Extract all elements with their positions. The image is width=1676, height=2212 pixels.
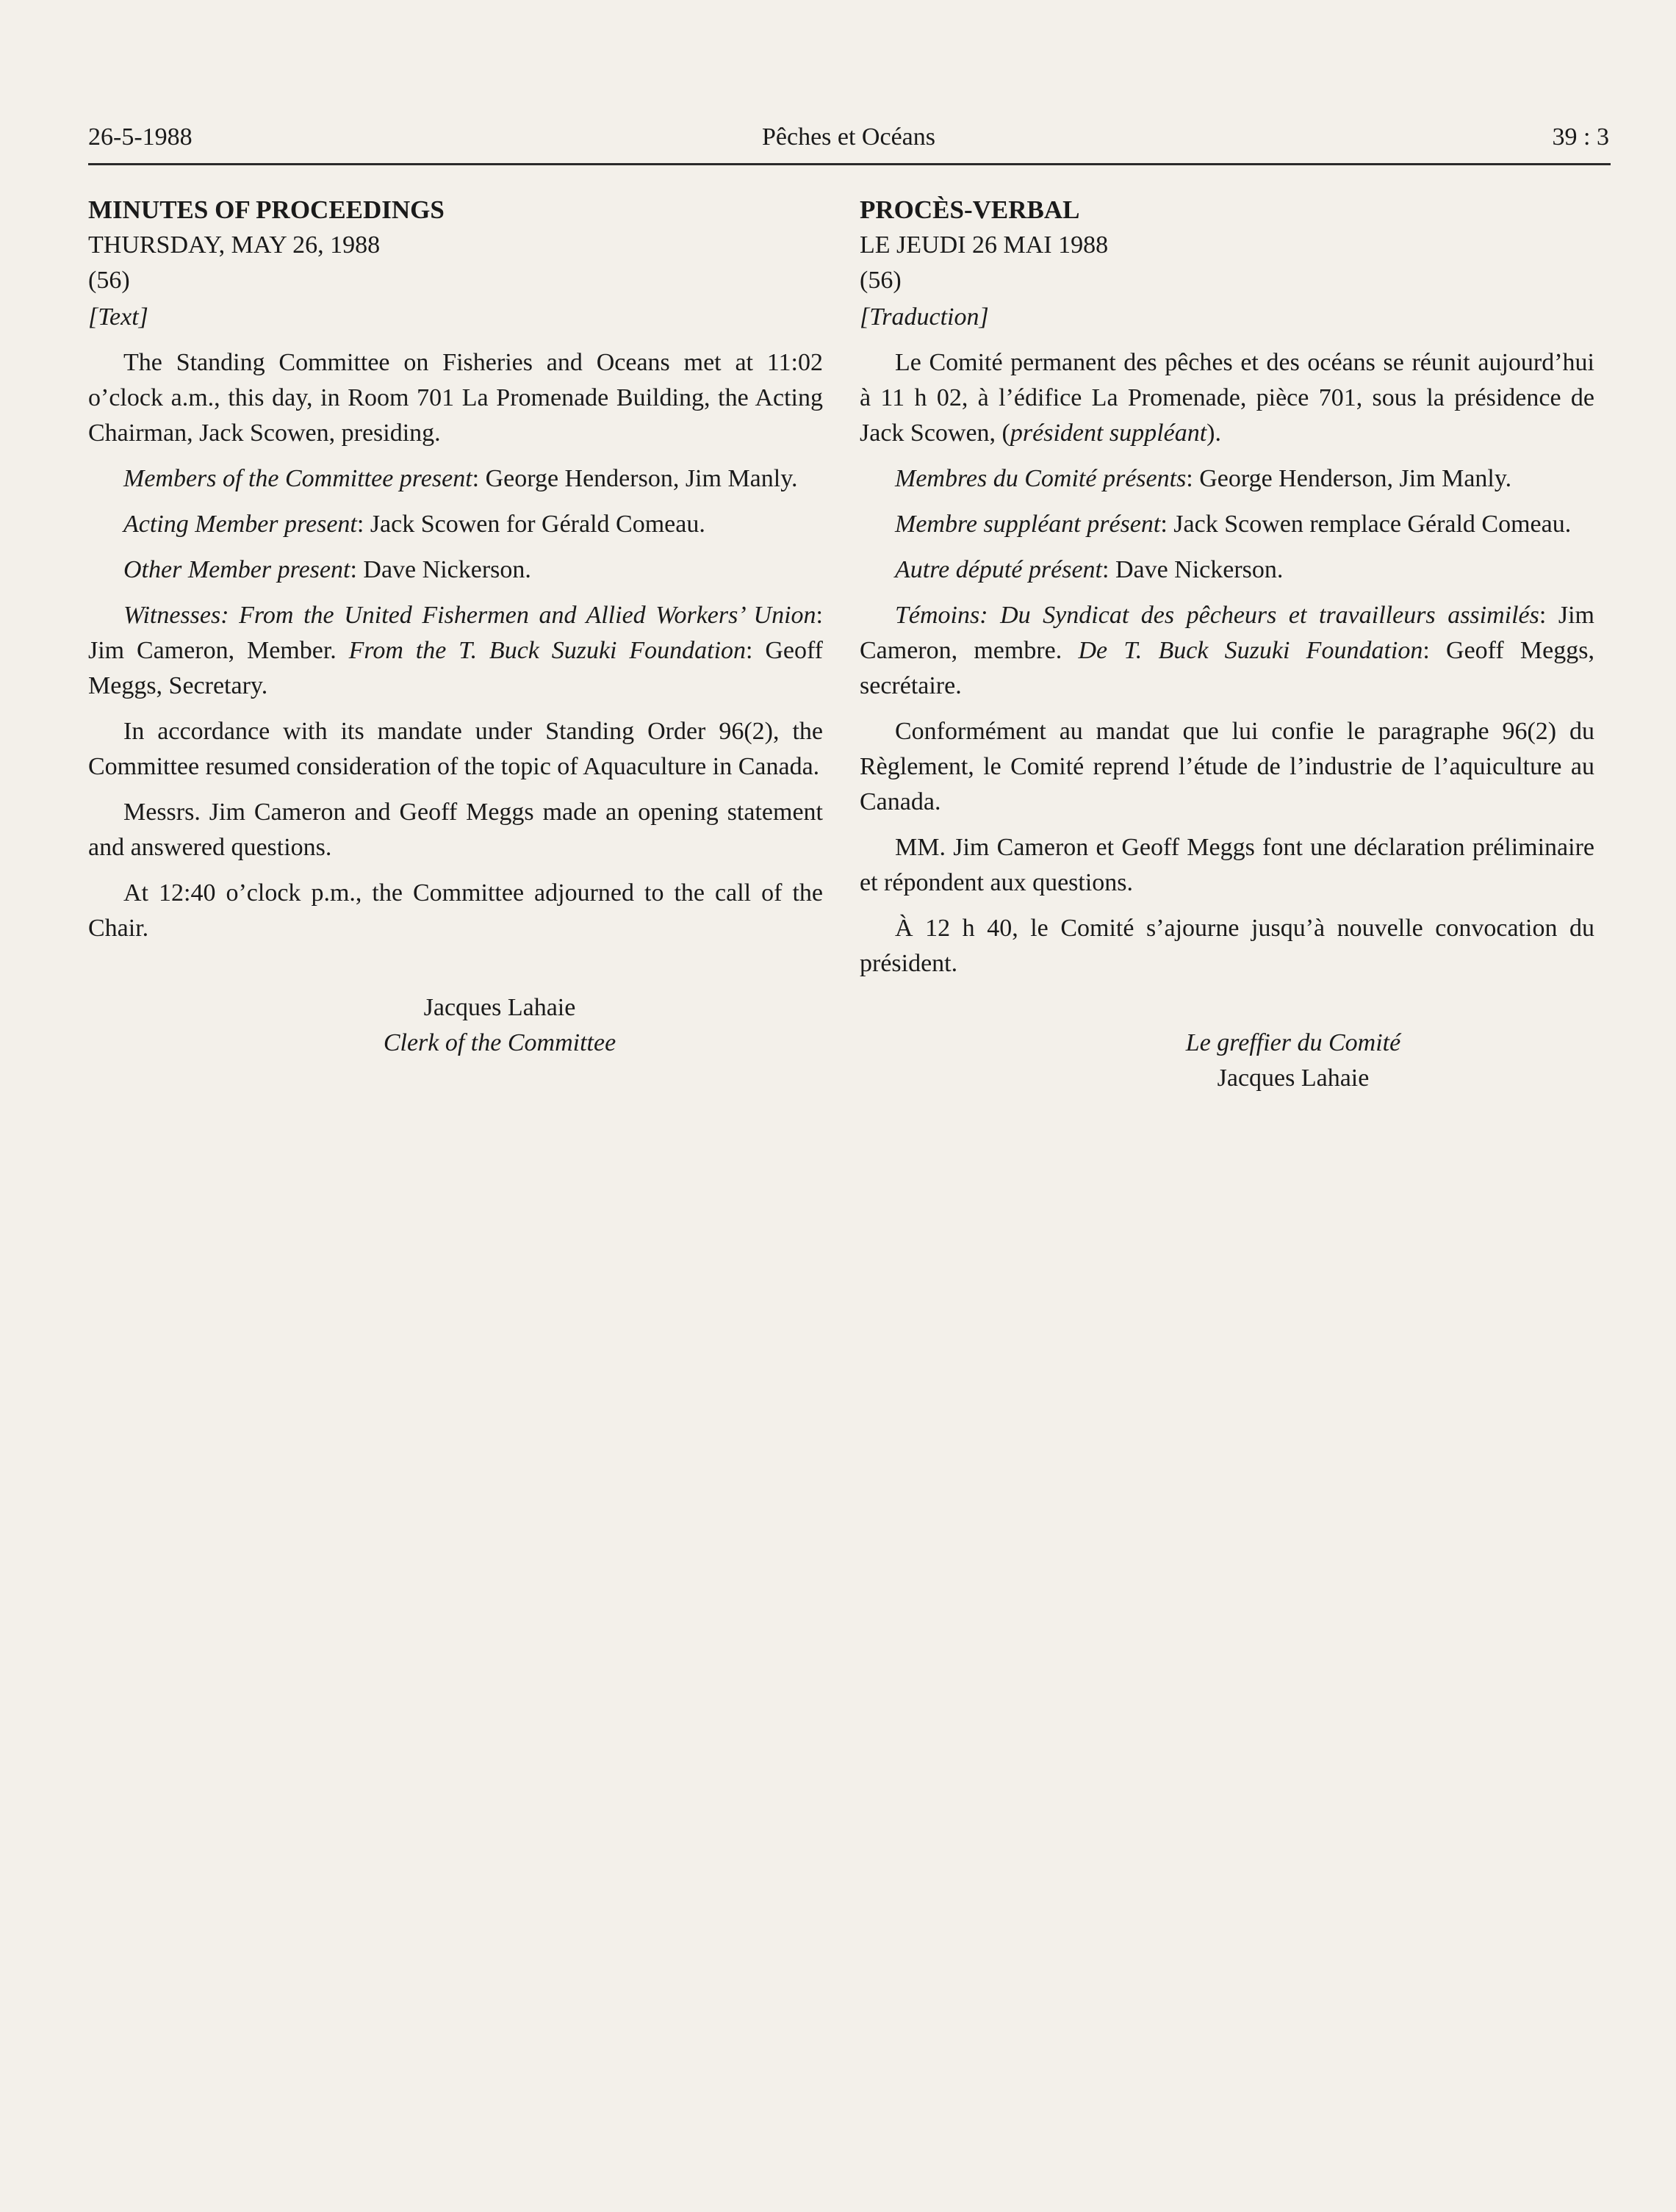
french-members-present (860, 461, 1594, 497)
english-adjournment-paragraph: At 12:40 o’clock p.m., the Committee adjourned to the call of the Chair. (88, 879, 823, 942)
french-date-line: LE JEUDI 26 MAI 1988 (860, 231, 1109, 259)
french-other-label: Autre député présent (895, 556, 1102, 583)
french-column (860, 192, 1594, 1096)
english-members-label: Members of the Committee present (123, 465, 472, 492)
french-witnesses-union: : Du Syndicat des pêcheurs et travailleurs assimilés (979, 602, 1539, 629)
english-witnesses (88, 598, 823, 704)
english-statement-paragraph: Messrs. Jim Cameron and Geoff Meggs made an opening statement and answered questions. (88, 799, 823, 861)
english-witnesses-foundation-names: : Geoff Meggs, Secretary. (88, 637, 823, 699)
french-witnesses-label: Témoins (895, 602, 980, 629)
french-members-names: : George Henderson, Jim Manly. (1186, 465, 1512, 492)
header-date: 26-5-1988 (88, 123, 193, 151)
french-acting-names: : Jack Scowen remplace Gérald Comeau. (1160, 511, 1572, 538)
header-rule (88, 163, 1611, 165)
french-heading: PROCÈS-VERBAL (860, 195, 1080, 224)
english-heading: MINUTES OF PROCEEDINGS (88, 195, 445, 224)
french-other-member (860, 552, 1594, 588)
english-signature-title: Clerk of the Committee (383, 1029, 616, 1056)
french-statement-paragraph: MM. Jim Cameron et Geoff Meggs font une déclaration préliminaire et répondent aux questions. (860, 834, 1594, 896)
french-opening-paragraph (860, 345, 1594, 451)
french-witnesses-union-names: : Jim Cameron, membre. (860, 602, 1594, 664)
french-acting-member (860, 507, 1594, 542)
english-acting-member (88, 507, 823, 542)
english-acting-names: : Jack Scowen for Gérald Comeau. (356, 511, 705, 538)
french-opening-end: ). (1206, 419, 1221, 447)
english-witnesses-label: Witnesses (123, 602, 221, 629)
french-text-tag: [Traduction] (860, 303, 989, 331)
english-witnesses-union-names: : Jim Cameron, Member. (88, 602, 823, 664)
english-witnesses-union: : From the United Fishermen and Allied Workers’ Union (220, 602, 816, 629)
french-witnesses (860, 598, 1594, 704)
french-signature-title: Le greffier du Comité (1185, 1029, 1401, 1056)
english-other-names: : Dave Nickerson. (350, 556, 531, 583)
english-text-tag: [Text] (88, 303, 148, 331)
english-mandate-paragraph: In accordance with its mandate under Standing Order 96(2), the Committee resumed consideration of the topic of Aquaculture in Canada. (88, 718, 823, 780)
french-adjournment-paragraph: À 12 h 40, le Comité s’ajourne jusqu’à nouvelle convocation du président. (860, 915, 1594, 977)
english-acting-label: Acting Member present (123, 511, 357, 538)
french-witnesses-foundation: De T. Buck Suzuki Foundation (1062, 637, 1423, 664)
french-members-label: Membres du Comité présents (895, 465, 1187, 492)
english-number: (56) (88, 267, 130, 294)
english-members-present (88, 461, 823, 497)
header-page-number: 39 : 3 (1552, 123, 1609, 151)
english-witnesses-foundation: From the T. Buck Suzuki Foundation (336, 637, 747, 664)
french-mandate-paragraph: Conformément au mandat que lui confie le paragraphe 96(2) du Règlement, le Comité reprend l’étude de l’industrie de l’aquiculture au Canada. (860, 718, 1594, 815)
french-signature-name: Jacques Lahaie (1217, 1064, 1370, 1092)
header-title: Pêches et Océans (761, 123, 935, 151)
english-opening-paragraph: The Standing Committee on Fisheries and Oceans met at 11:02 o’clock a.m., this day, in Room 701 La Promenade Building, the Acting Chairman, Jack Scowen, presiding. (88, 349, 823, 447)
english-column (88, 192, 823, 1061)
english-members-names: : George Henderson, Jim Manly. (472, 465, 798, 492)
english-other-member (88, 552, 823, 588)
french-other-names: : Dave Nickerson. (1102, 556, 1284, 583)
english-other-label: Other Member present (123, 556, 350, 583)
french-number: (56) (860, 267, 902, 294)
french-opening-role: président suppléant (1010, 419, 1207, 447)
french-opening-text: Le Comité permanent des pêches et des océans se réunit aujourd’hui à 11 h 02, à l’édifice La Promenade, pièce 701, sous la présidence de Jack Scowen, ( (860, 349, 1594, 447)
page-header (88, 123, 1609, 159)
french-acting-label: Membre suppléant présent (895, 511, 1161, 538)
english-signature-name: Jacques Lahaie (423, 994, 576, 1021)
english-date-line: THURSDAY, MAY 26, 1988 (88, 231, 381, 259)
french-witnesses-foundation-names: : Geoff Meggs, secrétaire. (860, 637, 1594, 699)
